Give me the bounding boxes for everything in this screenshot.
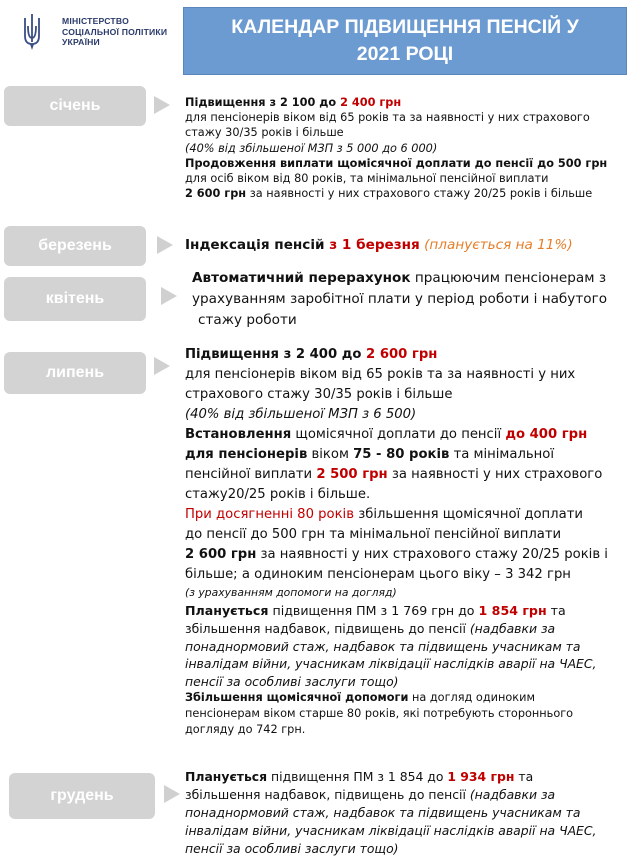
text-run: При досягненні 80 років <box>185 507 354 522</box>
text-run: 75 - 80 років <box>353 447 450 462</box>
text-run: за наявності у них страхового <box>387 467 603 482</box>
text-run: та мінімальної <box>449 447 555 462</box>
text-run: та <box>514 769 534 784</box>
text-line: стажу20/25 років і більше. <box>185 487 371 502</box>
july-details <box>185 345 608 739</box>
text-run: до 500 грн <box>537 156 608 170</box>
text-line: інвалідам війни, учасникам ліквідації наслідків аварії на ЧАЕС, <box>185 823 597 838</box>
text-run: Збільшення щомісячної допомоги <box>185 691 409 704</box>
text-line: для осіб віком від 80 років, та мінімальної пенсійної виплати <box>185 172 549 186</box>
arrow-right-icon <box>161 287 177 305</box>
text-line <box>185 236 573 254</box>
text-run: 2 400 грн <box>340 96 402 109</box>
text-line: стажу 30/35 років і більше <box>185 126 344 140</box>
text-line <box>185 690 608 706</box>
arrow-right-icon <box>154 357 170 375</box>
text-line <box>185 505 608 525</box>
text-line <box>185 545 608 565</box>
text-line <box>185 620 608 638</box>
text-line: для пенсіонерів віком від 65 років та за наявності у них страхового <box>185 111 590 125</box>
text-line <box>185 445 608 465</box>
text-line <box>185 465 608 485</box>
text-run: пенсійної виплати <box>185 467 317 482</box>
text-run: Підвищення з 2 100 до <box>185 96 341 109</box>
text-line <box>185 95 607 110</box>
text-run: Автоматичний перерахунок <box>192 270 411 286</box>
text-run: підвищення ПМ з 1 769 грн до <box>268 603 479 618</box>
text-line <box>185 786 596 804</box>
text-line <box>185 425 608 445</box>
arrow-right-icon <box>164 785 180 803</box>
text-line <box>185 156 607 171</box>
text-run: працюючим пенсіонерам з <box>410 270 607 286</box>
text-run: з 1 березня <box>329 237 420 253</box>
text-line <box>185 186 607 201</box>
ministry-line: МІНІСТЕРСТВО <box>62 16 129 26</box>
text-run: на догляд одиноким <box>408 691 535 704</box>
text-line: інвалідам війни, учасникам ліквідації наслідків аварії на ЧАЕС, <box>185 656 597 671</box>
text-run: 1 934 грн <box>447 769 515 784</box>
text-line: урахуванням заробітної плати у період роботи і набутого <box>192 291 608 307</box>
text-run: за наявності у них страхового стажу 20/25 років і <box>256 547 608 562</box>
text-line: до пенсії до 500 грн та мінімальної пенсійної виплати <box>185 527 562 542</box>
text-line <box>185 601 608 620</box>
month-label-march: березень <box>4 226 146 266</box>
text-run: для пенсіонерів <box>185 447 308 462</box>
text-run: збільшення надбавок, підвищень до пенсії <box>185 621 470 636</box>
december-details <box>185 768 596 858</box>
text-line <box>185 345 608 365</box>
text-line: понаднормовий стаж, надбавок та підвищень учасникам та <box>185 638 581 654</box>
text-run: 1 854 грн <box>478 603 547 618</box>
text-run: збільшення надбавок, підвищень до пенсії <box>185 787 470 802</box>
text-run: за наявності у них страхового стажу 20/25 років і більше <box>246 187 593 201</box>
text-line: понаднормовий стаж, надбавок та підвищень учасникам та <box>185 805 581 820</box>
text-line: (40% від збільшеної МЗП з 6 500) <box>185 407 417 422</box>
title-line: 2021 РОЦІ <box>356 43 454 65</box>
text-run: (надбавки за <box>469 787 556 802</box>
ministry-line: СОЦІАЛЬНОЇ ПОЛІТИКИ <box>62 26 168 37</box>
text-run: щомісячної доплати до пенсії <box>291 427 506 442</box>
trident-logo-icon <box>22 12 42 52</box>
march-details <box>185 236 573 254</box>
text-run: (планується на 11%) <box>419 237 573 253</box>
text-run: (надбавки за <box>469 621 556 636</box>
text-line: страхового стажу 30/35 років і більше <box>185 387 453 402</box>
text-run: підвищення ПМ з 1 854 до <box>267 769 448 784</box>
text-run: Планується <box>185 769 268 784</box>
text-run: 2 600 грн <box>185 187 247 201</box>
ministry-name <box>62 16 192 48</box>
page-title <box>183 7 627 75</box>
text-line: (40% від збільшеної МЗП з 5 000 до 6 000) <box>185 141 438 155</box>
text-run: 2 600 грн <box>185 547 257 562</box>
text-line: для пенсіонерів віком від 65 років та за наявності у них <box>185 367 576 382</box>
title-line: КАЛЕНДАР ПІДВИЩЕННЯ ПЕНСІЙ У <box>231 16 579 38</box>
month-label-january: січень <box>4 86 146 126</box>
text-run: та <box>546 603 566 618</box>
text-line: більше; а одиноким пенсіонерам цього віку – 3 342 грн <box>185 567 571 582</box>
text-run: Індексація пенсій <box>185 237 330 253</box>
month-label-july: липень <box>4 352 146 394</box>
text-line <box>192 268 607 289</box>
april-details <box>192 268 607 331</box>
text-run: збільшення щомісячної доплати <box>354 507 583 522</box>
text-run: Продовження виплати щомісячної доплати до пенсії <box>185 156 538 170</box>
text-line: стажу роботи <box>198 312 297 328</box>
text-line: (з урахуванням допомоги на догляд) <box>185 586 397 599</box>
month-label-december: грудень <box>9 773 155 819</box>
text-line: догляду до 742 грн. <box>185 723 306 737</box>
text-run: 2 600 грн <box>366 347 438 362</box>
january-details <box>185 95 607 201</box>
text-run: 2 500 грн <box>316 467 388 482</box>
text-line: пенсії за особливі заслуги тощо) <box>185 673 399 689</box>
text-run: Підвищення з 2 400 до <box>185 347 367 362</box>
text-run: Встановлення <box>185 427 292 442</box>
text-run: віком <box>307 447 354 462</box>
arrow-right-icon <box>157 236 173 254</box>
text-run: Планується <box>185 603 269 618</box>
text-run: до 400 грн <box>505 427 588 442</box>
text-line: пенсії за особливі заслуги тощо) <box>185 841 399 856</box>
text-line: пенсіонерам віком старше 80 років, які потребують стороннього <box>185 707 574 721</box>
text-line <box>185 768 596 786</box>
arrow-right-icon <box>154 96 170 114</box>
ministry-line: УКРАЇНИ <box>62 37 100 47</box>
month-label-april: квітень <box>4 277 146 321</box>
